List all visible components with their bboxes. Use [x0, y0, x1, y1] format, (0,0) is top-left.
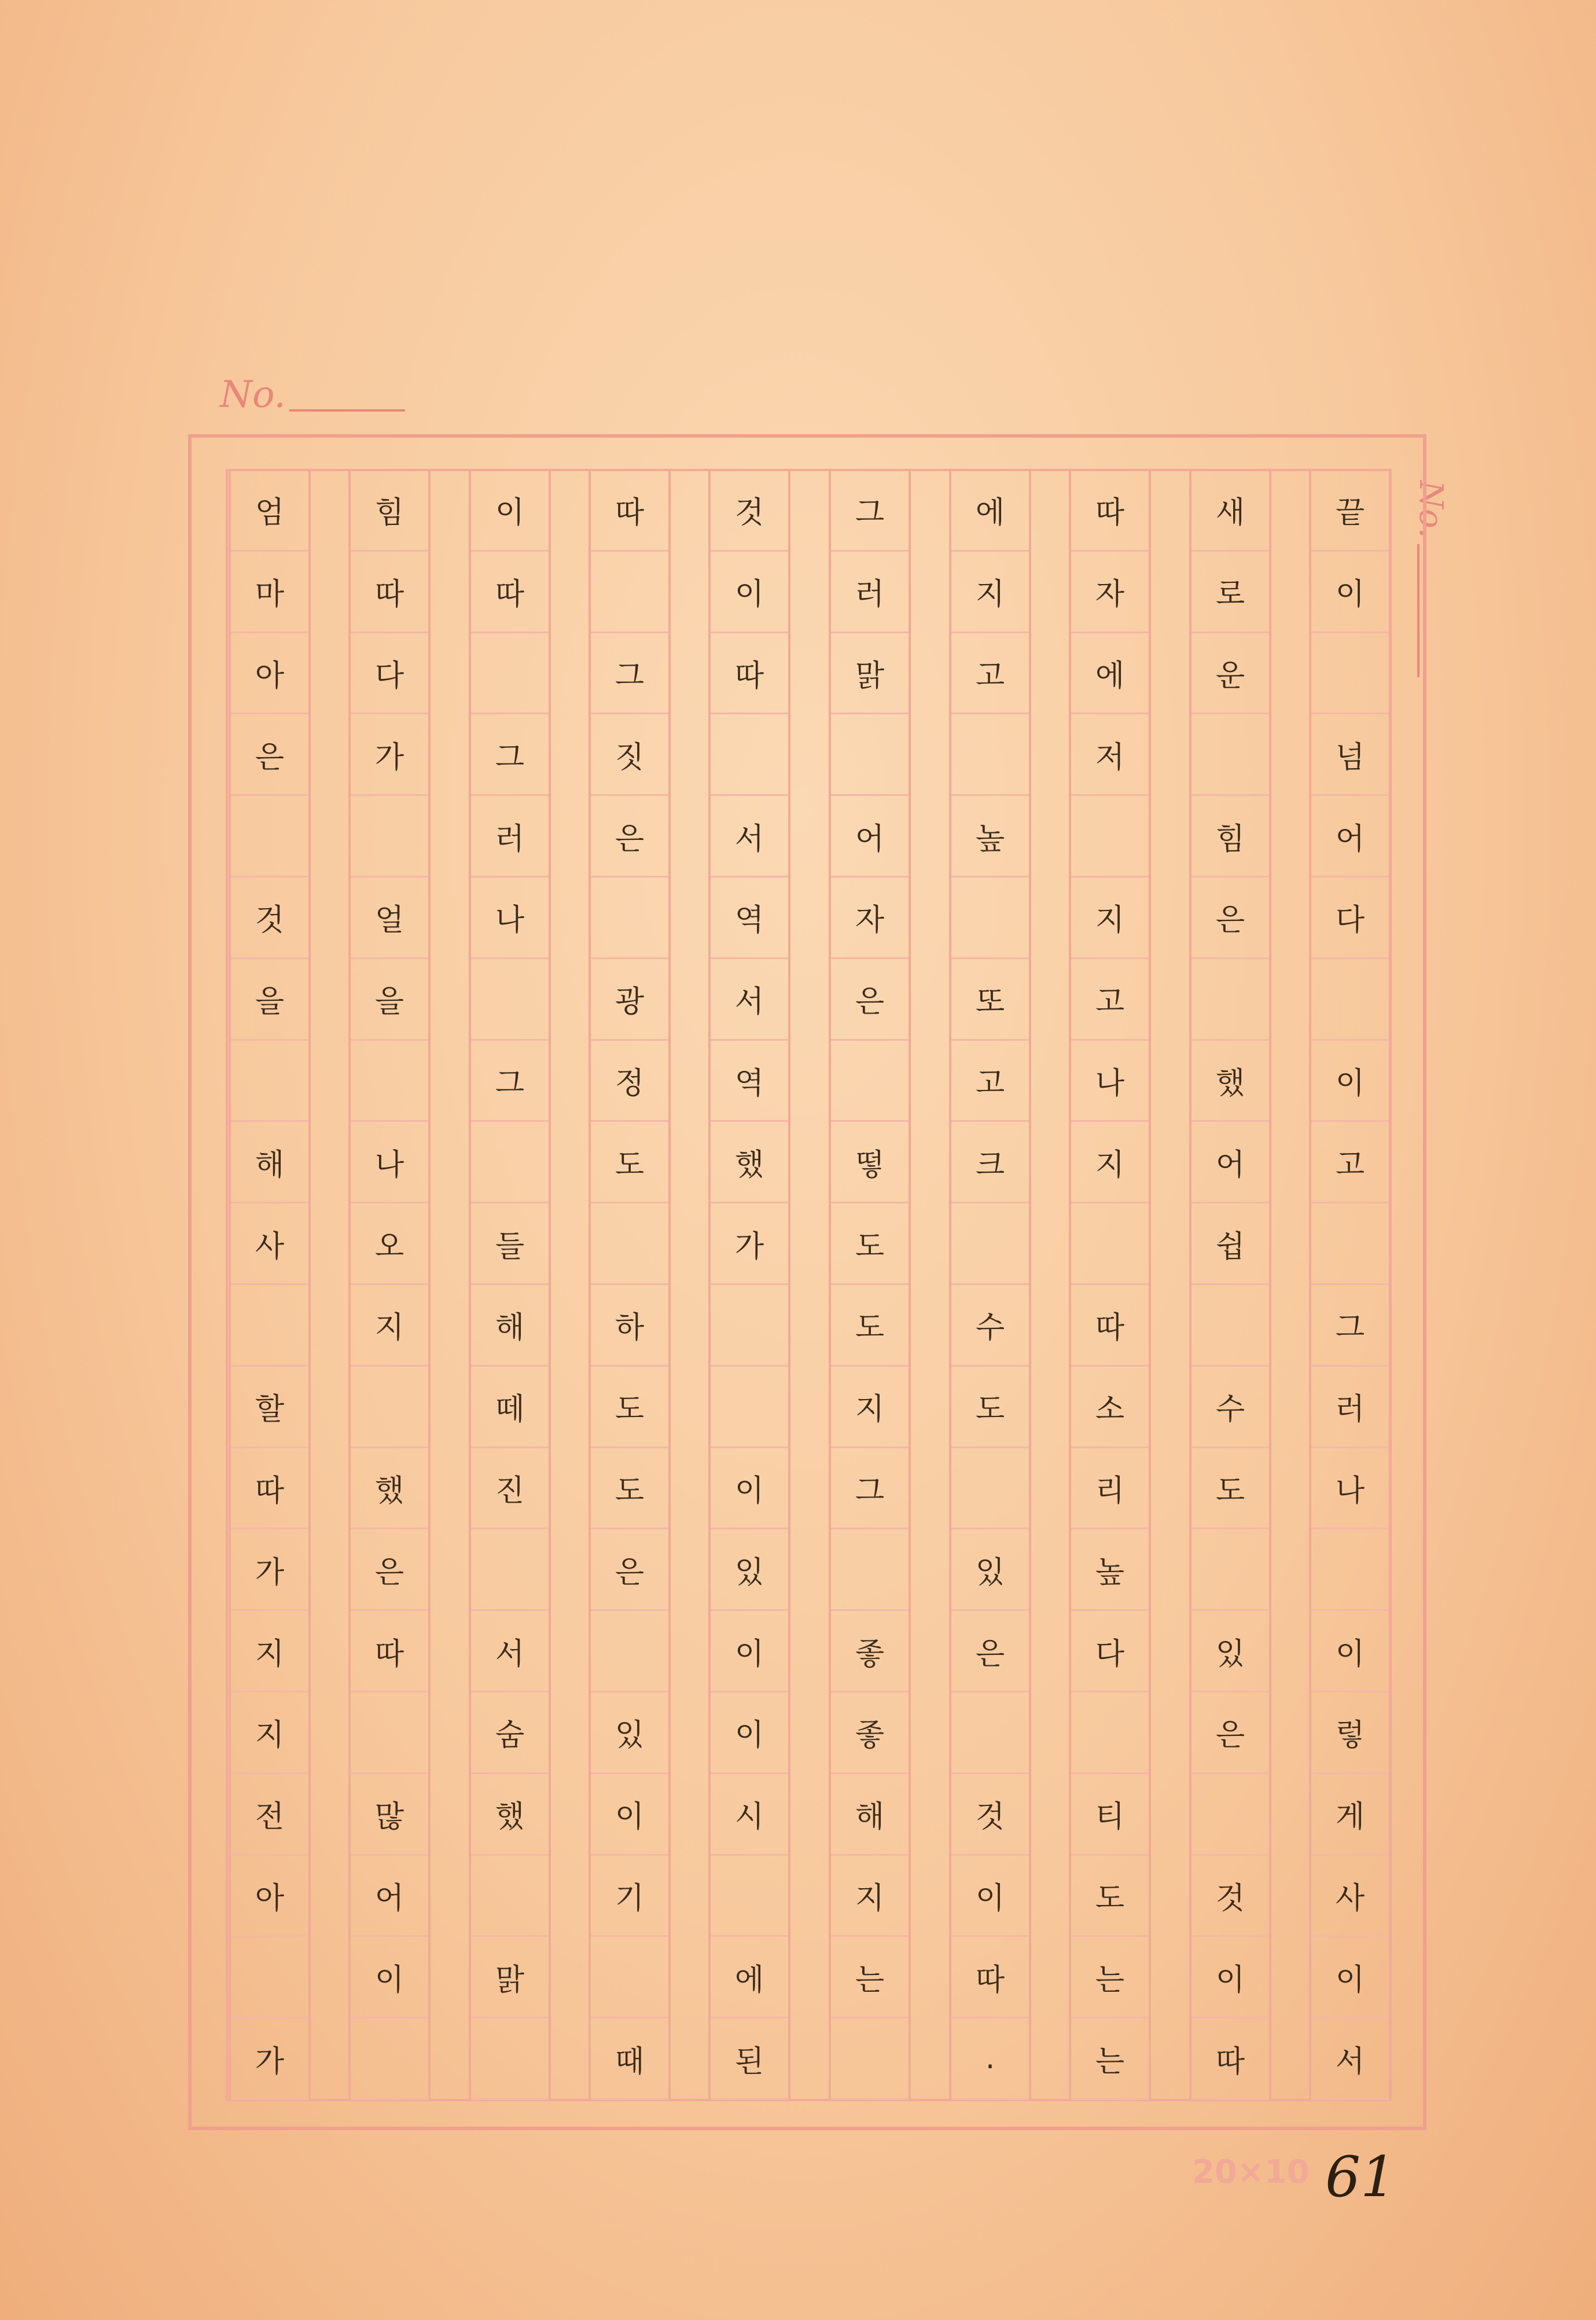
- manuscript-cell: 들: [471, 1203, 549, 1285]
- manuscript-cell: 은: [231, 714, 308, 796]
- manuscript-cell: [591, 1611, 668, 1693]
- manuscript-cell: 것: [951, 1774, 1029, 1856]
- manuscript-cell: 좋: [831, 1693, 909, 1774]
- manuscript-cell: [1192, 1774, 1269, 1856]
- manuscript-cell: 끝: [1311, 470, 1389, 552]
- manuscript-cell: 짓: [591, 714, 668, 796]
- manuscript-cell: [1311, 1529, 1389, 1611]
- manuscript-cell: [591, 1937, 668, 2018]
- manuscript-cell: 해: [471, 1285, 549, 1367]
- manuscript-cell: 에: [1071, 633, 1149, 715]
- manuscript-cell: 고: [1311, 1122, 1389, 1203]
- manuscript-cell: 쉽: [1192, 1203, 1269, 1285]
- manuscript-cell: [951, 1448, 1029, 1530]
- manuscript-cell: [1071, 1693, 1149, 1774]
- manuscript-cell: [471, 1856, 549, 1937]
- manuscript-cell: 많: [351, 1774, 428, 1856]
- manuscript-cell: 역: [711, 1041, 788, 1122]
- manuscript-cell: 떻: [831, 1122, 909, 1203]
- manuscript-cell: 맑: [471, 1937, 549, 2018]
- manuscript-cell: 티: [1071, 1774, 1149, 1856]
- manuscript-cell: 지: [231, 1611, 308, 1693]
- manuscript-cell: 해: [831, 1774, 909, 1856]
- manuscript-cell: 저: [1071, 714, 1149, 796]
- manuscript-cell: 서: [1311, 2018, 1389, 2100]
- manuscript-cell: 러: [831, 552, 909, 633]
- manuscript-cell: 그: [471, 1041, 549, 1122]
- manuscript-cell: 힘: [1192, 796, 1269, 878]
- manuscript-cell: 아: [231, 633, 308, 715]
- manuscript-cell: 자: [831, 878, 909, 959]
- manuscript-cell: 이: [1311, 1611, 1389, 1693]
- manuscript-column: [1069, 470, 1151, 2100]
- manuscript-cell: 얼: [351, 878, 428, 959]
- manuscript-cell: 나: [1311, 1448, 1389, 1530]
- manuscript-cell: 이: [1311, 1937, 1389, 2018]
- manuscript-cell: 따: [351, 552, 428, 633]
- manuscript-cell: 새: [1192, 470, 1269, 552]
- manuscript-cell: [471, 959, 549, 1041]
- manuscript-cell: 그: [1311, 1285, 1389, 1367]
- manuscript-cell: 따: [1071, 470, 1149, 552]
- manuscript-cell: 고: [1071, 959, 1149, 1041]
- manuscript-cell: 어: [351, 1856, 428, 1937]
- manuscript-column: [1189, 470, 1271, 2100]
- manuscript-cell: [951, 878, 1029, 959]
- manuscript-cell: 해: [231, 1122, 308, 1203]
- manuscript-cell: 사: [1311, 1856, 1389, 1937]
- manuscript-cell: 고: [951, 1041, 1029, 1122]
- manuscript-cell: 어: [831, 796, 909, 878]
- manuscript-cell: 광: [591, 959, 668, 1041]
- manuscript-cell: [1311, 633, 1389, 715]
- manuscript-cell: 소: [1071, 1367, 1149, 1448]
- manuscript-column: [708, 470, 790, 2100]
- manuscript-cell: [351, 1367, 428, 1448]
- manuscript-cell: [951, 1203, 1029, 1285]
- manuscript-cell: 좋: [831, 1611, 909, 1693]
- manuscript-cell: 크: [951, 1122, 1029, 1203]
- manuscript-cell: 했: [1192, 1041, 1269, 1122]
- manuscript-cell: [831, 2018, 909, 2100]
- manuscript-cell: 떼: [471, 1367, 549, 1448]
- manuscript-cell: 러: [1311, 1367, 1389, 1448]
- manuscript-cell: 이: [711, 1611, 788, 1693]
- manuscript-cell: 이: [1311, 552, 1389, 633]
- manuscript-cell: 는: [1071, 1937, 1149, 2018]
- manuscript-cell: 다: [351, 633, 428, 715]
- page-number: 61: [1325, 2145, 1396, 2209]
- manuscript-cell: 리: [1071, 1448, 1149, 1530]
- manuscript-cell: 숨: [471, 1693, 549, 1774]
- manuscript-cell: 오: [351, 1203, 428, 1285]
- manuscript-cell: 높: [951, 796, 1029, 878]
- manuscript-cell: 따: [231, 1448, 308, 1530]
- manuscript-cell: [591, 1203, 668, 1285]
- manuscript-cell: 있: [591, 1693, 668, 1774]
- manuscript-cell: 그: [591, 633, 668, 715]
- manuscript-cell: 할: [231, 1367, 308, 1448]
- manuscript-cell: 은: [591, 796, 668, 878]
- manuscript-cell: 했: [351, 1448, 428, 1530]
- manuscript-column: [348, 470, 431, 2100]
- manuscript-cell: 나: [471, 878, 549, 959]
- manuscript-cell: 따: [1071, 1285, 1149, 1367]
- manuscript-cell: [711, 1367, 788, 1448]
- manuscript-cell: 따: [711, 633, 788, 715]
- manuscript-cell: 따: [951, 1937, 1029, 2018]
- manuscript-cell: 서: [471, 1611, 549, 1693]
- manuscript-cell: 그: [831, 470, 909, 552]
- manuscript-cell: 는: [1071, 2018, 1149, 2100]
- manuscript-cell: 진: [471, 1448, 549, 1530]
- manuscript-cell: 은: [951, 1611, 1029, 1693]
- side-number-label: No.: [1412, 480, 1450, 538]
- manuscript-column: [949, 470, 1031, 2100]
- manuscript-cell: [831, 714, 909, 796]
- manuscript-cell: 했: [471, 1774, 549, 1856]
- manuscript-cell: 지: [951, 552, 1029, 633]
- manuscript-cell: 전: [231, 1774, 308, 1856]
- manuscript-cell: 이: [1311, 1041, 1389, 1122]
- manuscript-cell: [1311, 1203, 1389, 1285]
- manuscript-cell: 마: [231, 552, 308, 633]
- manuscript-cell: 은: [831, 959, 909, 1041]
- manuscript-cell: 가: [351, 714, 428, 796]
- manuscript-cell: [1192, 1285, 1269, 1367]
- manuscript-cell: 그: [831, 1448, 909, 1530]
- manuscript-cell: 따: [591, 470, 668, 552]
- manuscript-cell: 것: [1192, 1856, 1269, 1937]
- manuscript-cell: 사: [231, 1203, 308, 1285]
- manuscript-cell: 고: [951, 633, 1029, 715]
- manuscript-cell: 지: [1071, 878, 1149, 959]
- manuscript-cell: [591, 552, 668, 633]
- manuscript-cell: 은: [1192, 878, 1269, 959]
- manuscript-cell: .: [951, 2018, 1029, 2100]
- manuscript-cell: 은: [351, 1529, 428, 1611]
- manuscript-cell: 것: [711, 470, 788, 552]
- manuscript-cell: 따: [471, 552, 549, 633]
- manuscript-column: [829, 470, 911, 2100]
- manuscript-cell: 또: [951, 959, 1029, 1041]
- manuscript-cell: 도: [1192, 1448, 1269, 1530]
- manuscript-cell: [471, 1122, 549, 1203]
- manuscript-cell: [351, 796, 428, 878]
- manuscript-cell: 도: [1071, 1856, 1149, 1937]
- manuscript-cell: 자: [1071, 552, 1149, 633]
- manuscript-cell: [951, 1693, 1029, 1774]
- manuscript-cell: [591, 878, 668, 959]
- manuscript-cell: 하: [591, 1285, 668, 1367]
- manuscript-cell: 지: [1071, 1122, 1149, 1203]
- manuscript-cell: 있: [1192, 1611, 1269, 1693]
- manuscript-cell: [1192, 1529, 1269, 1611]
- manuscript-cell: 지: [831, 1367, 909, 1448]
- manuscript-cell: [1311, 959, 1389, 1041]
- manuscript-cell: 이: [711, 1693, 788, 1774]
- manuscript-cell: 어: [1192, 1122, 1269, 1203]
- manuscript-cell: 을: [231, 959, 308, 1041]
- manuscript-cell: 게: [1311, 1774, 1389, 1856]
- manuscript-cell: [711, 714, 788, 796]
- manuscript-cell: 도: [591, 1122, 668, 1203]
- manuscript-cell: 힘: [351, 470, 428, 552]
- manuscript-cell: [351, 2018, 428, 2100]
- manuscript-cell: 따: [1192, 2018, 1269, 2100]
- manuscript-cell: 된: [711, 2018, 788, 2100]
- manuscript-cell: 역: [711, 878, 788, 959]
- manuscript-cell: 에: [711, 1937, 788, 2018]
- manuscript-cell: 이: [951, 1856, 1029, 1937]
- manuscript-cell: 때: [591, 2018, 668, 2100]
- manuscript-cell: [471, 633, 549, 715]
- manuscript-cell: [231, 1285, 308, 1367]
- manuscript-cell: 은: [1192, 1693, 1269, 1774]
- manuscript-cell: [231, 1041, 308, 1122]
- manuscript-cell: 이: [711, 1448, 788, 1530]
- manuscript-cell: [1071, 796, 1149, 878]
- manuscript-cell: [1192, 959, 1269, 1041]
- manuscript-cell: [951, 714, 1029, 796]
- manuscript-cell: [471, 1529, 549, 1611]
- manuscript-cell: 이: [351, 1937, 428, 2018]
- manuscript-cell: [351, 1693, 428, 1774]
- manuscript-cell: 아: [231, 1856, 308, 1937]
- manuscript-cell: 지: [351, 1285, 428, 1367]
- manuscript-column: [589, 470, 671, 2100]
- manuscript-cell: [711, 1856, 788, 1937]
- manuscript-cell: 로: [1192, 552, 1269, 633]
- manuscript-cell: 도: [591, 1448, 668, 1530]
- manuscript-cell: 수: [951, 1285, 1029, 1367]
- manuscript-cell: 지: [231, 1693, 308, 1774]
- manuscript-cell: 이: [471, 470, 549, 552]
- manuscript-cell: 러: [471, 796, 549, 878]
- manuscript-cell: 그: [471, 714, 549, 796]
- manuscript-cell: 다: [1071, 1611, 1149, 1693]
- manuscript-cell: [711, 1285, 788, 1367]
- manuscript-cell: 이: [591, 1774, 668, 1856]
- manuscript-cell: [351, 1041, 428, 1122]
- manuscript-cell: [231, 1937, 308, 2018]
- manuscript-cell: 서: [711, 796, 788, 878]
- manuscript-cell: 지: [831, 1856, 909, 1937]
- manuscript-cell: 있: [711, 1529, 788, 1611]
- number-label: No.: [220, 373, 286, 416]
- manuscript-cell: 운: [1192, 633, 1269, 715]
- manuscript-cell: 시: [711, 1774, 788, 1856]
- manuscript-cell: [831, 1041, 909, 1122]
- manuscript-cell: [231, 796, 308, 878]
- manuscript-column: [469, 470, 551, 2100]
- manuscript-cell: 도: [591, 1367, 668, 1448]
- manuscript-cell: 는: [831, 1937, 909, 2018]
- manuscript-cell: 가: [711, 1203, 788, 1285]
- manuscript-cell: 했: [711, 1122, 788, 1203]
- manuscript-cell: 넘: [1311, 714, 1389, 796]
- manuscript-column: [229, 470, 311, 2100]
- manuscript-cell: 있: [951, 1529, 1029, 1611]
- manuscript-cell: 을: [351, 959, 428, 1041]
- manuscript-cell: 다: [1311, 878, 1389, 959]
- manuscript-cell: 서: [711, 959, 788, 1041]
- manuscript-cell: 따: [351, 1611, 428, 1693]
- manuscript-cell: 어: [1311, 796, 1389, 878]
- manuscript-cell: 이: [711, 552, 788, 633]
- manuscript-cell: 수: [1192, 1367, 1269, 1448]
- manuscript-cell: [1192, 714, 1269, 796]
- manuscript-cell: 이: [1192, 1937, 1269, 2018]
- manuscript-cell: [471, 2018, 549, 2100]
- manuscript-cell: 정: [591, 1041, 668, 1122]
- manuscript-cell: 엄: [231, 470, 308, 552]
- manuscript-cell: 가: [231, 2018, 308, 2100]
- manuscript-cell: 높: [1071, 1529, 1149, 1611]
- manuscript-cell: 렇: [1311, 1693, 1389, 1774]
- manuscript-cell: 은: [591, 1529, 668, 1611]
- manuscript-cell: 기: [591, 1856, 668, 1937]
- manuscript-cell: 나: [351, 1122, 428, 1203]
- manuscript-column: [1309, 470, 1391, 2100]
- manuscript-cell: 나: [1071, 1041, 1149, 1122]
- manuscript-cell: 도: [831, 1285, 909, 1367]
- manuscript-cell: 에: [951, 470, 1029, 552]
- manuscript-cell: 도: [831, 1203, 909, 1285]
- paper-size-label: 20×10: [1192, 2153, 1310, 2191]
- manuscript-cell: 맑: [831, 633, 909, 715]
- manuscript-cell: 도: [951, 1367, 1029, 1448]
- manuscript-cell: [1071, 1203, 1149, 1285]
- manuscript-cell: [831, 1529, 909, 1611]
- manuscript-cell: 것: [231, 878, 308, 959]
- manuscript-cell: 가: [231, 1529, 308, 1611]
